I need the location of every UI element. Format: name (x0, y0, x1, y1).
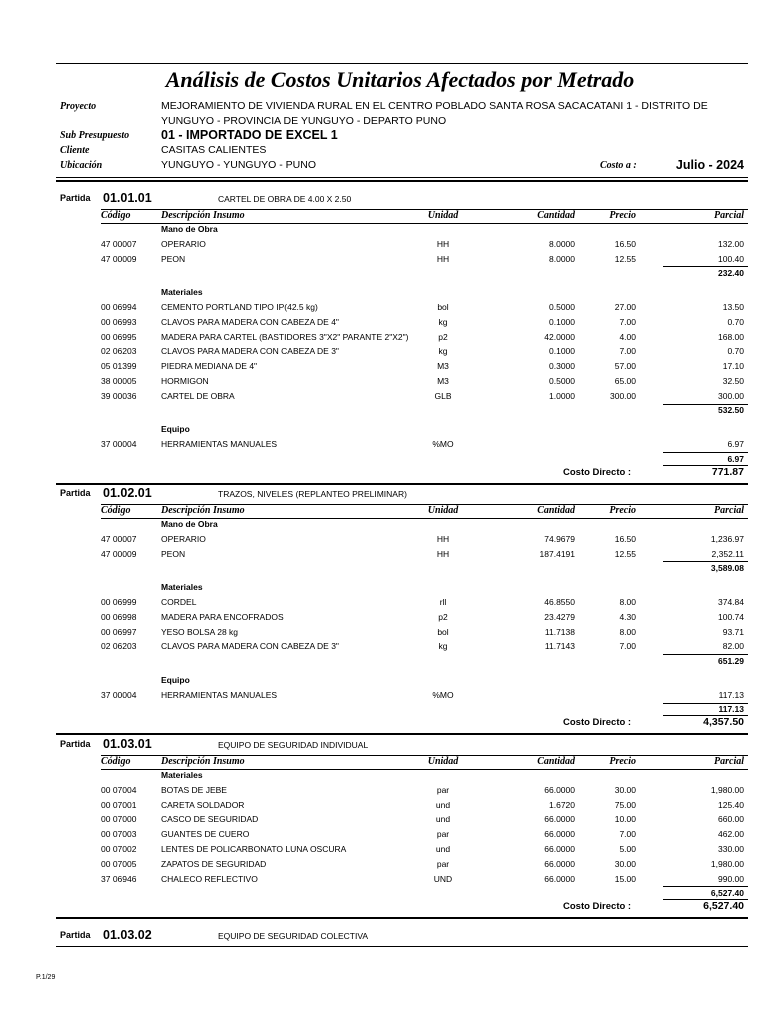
rule (56, 483, 748, 485)
codigo-cell: 00 07005 (101, 858, 137, 869)
unidad-cell: M3 (437, 361, 449, 372)
rule (56, 946, 748, 947)
rule (56, 917, 748, 919)
descripcion-cell: PIEDRA MEDIANA DE 4" (161, 361, 258, 372)
descripcion-cell: CORDEL (161, 597, 197, 607)
section-equipo: Equipo (161, 424, 190, 435)
item-row (0, 800, 768, 814)
codigo-cell: 00 07001 (101, 799, 137, 810)
codigo-cell: 39 00036 (101, 390, 137, 401)
costo-directo-value: 4,357.50 (703, 716, 744, 729)
parcial-cell: 17.10 (722, 361, 744, 372)
descripcion-cell: LENTES DE POLICARBONATO LUNA OSCURA (161, 844, 347, 854)
unidad-cell: p2 (438, 331, 448, 342)
item-row (0, 690, 768, 704)
costo-directo-value: 6,527.40 (703, 900, 744, 913)
section-subtotal: 232.40 (718, 267, 744, 278)
column-header-codigo: Código (101, 756, 131, 767)
section-subtotal: 3,589.08 (710, 562, 744, 573)
cantidad-cell: 0.3000 (549, 361, 575, 372)
unidad-cell: HH (436, 253, 450, 264)
descripcion-cell: CEMENTO PORTLAND TIPO IP(42.5 kg) (161, 302, 318, 312)
precio-cell: 15.00 (614, 873, 636, 884)
parcial-cell: 462.00 (718, 829, 744, 840)
precio-cell: 7.00 (619, 829, 636, 840)
unidad-cell: M3 (437, 376, 449, 386)
parcial-cell: 990.00 (718, 873, 744, 884)
precio-cell: 16.50 (614, 533, 636, 544)
partida-label: Partida (60, 739, 91, 749)
unidad-cell: UND (433, 873, 453, 884)
cantidad-cell: 74.9679 (544, 533, 575, 544)
descripcion-cell: CLAVOS PARA MADERA CON CABEZA DE 4" (161, 316, 339, 327)
cantidad-cell: 8.0000 (549, 253, 575, 264)
unidad-cell: und (435, 814, 451, 825)
descripcion-cell: BOTAS DE JEBE (161, 784, 227, 795)
ubicacion-label: Ubicación (60, 160, 103, 171)
codigo-cell: 47 00007 (101, 238, 137, 249)
unidad-cell: par (436, 784, 450, 795)
precio-cell: 16.50 (614, 238, 636, 249)
partida-description: TRAZOS, NIVELES (REPLANTEO PRELIMINAR) (218, 489, 407, 499)
cantidad-cell: 1.6720 (549, 799, 575, 810)
precio-cell: 75.00 (614, 799, 636, 810)
descripcion-cell: CARTEL DE OBRA (161, 390, 235, 401)
section-subtotal: 6,527.40 (710, 887, 744, 898)
item-row (0, 254, 768, 268)
item-row (0, 874, 768, 888)
item-row (0, 627, 768, 641)
cantidad-cell: 42.0000 (544, 331, 575, 342)
parcial-cell: 100.40 (718, 253, 744, 264)
precio-cell: 8.00 (619, 626, 636, 637)
item-row (0, 376, 768, 390)
parcial-cell: 132.00 (718, 238, 744, 249)
precio-cell: 30.00 (614, 858, 636, 869)
unidad-cell: rll (439, 597, 447, 607)
codigo-cell: 02 06203 (101, 641, 137, 652)
codigo-cell: 47 00007 (101, 533, 137, 544)
descripcion-cell: MADERA PARA CARTEL (BASTIDORES 3"X2" PARANTE 2"X2") (161, 331, 409, 342)
precio-cell: 4.30 (619, 611, 636, 622)
cantidad-cell: 66.0000 (544, 784, 575, 795)
column-header-codigo: Código (101, 505, 131, 516)
subpresupuesto-value: 01 - IMPORTADO DE EXCEL 1 (161, 128, 338, 142)
parcial-cell: 168.00 (718, 331, 744, 342)
unidad-cell: kg (438, 316, 448, 327)
parcial-cell: 330.00 (718, 844, 744, 854)
column-header-cantidad: Cantidad (537, 756, 575, 767)
cantidad-cell: 0.5000 (549, 376, 575, 386)
cantidad-cell: 66.0000 (544, 858, 575, 869)
unidad-cell: kg (438, 346, 448, 357)
precio-cell: 27.00 (614, 302, 636, 312)
item-row (0, 641, 768, 655)
cliente-label: Cliente (60, 145, 90, 156)
cantidad-cell: 66.0000 (544, 873, 575, 884)
descripcion-cell: CLAVOS PARA MADERA CON CABEZA DE 3" (161, 641, 339, 652)
parcial-cell: 1,236.97 (710, 533, 744, 544)
column-header-cantidad: Cantidad (537, 505, 575, 516)
codigo-cell: 00 06995 (101, 331, 137, 342)
section-subtotal: 117.13 (718, 704, 744, 715)
parcial-cell: 117.13 (718, 689, 744, 700)
descripcion-cell: MADERA PARA ENCOFRADOS (161, 611, 284, 622)
cantidad-cell: 66.0000 (544, 844, 575, 854)
partida-label: Partida (60, 930, 91, 940)
unidad-cell: und (435, 799, 451, 810)
cliente-value: CASITAS CALIENTES (161, 144, 267, 156)
codigo-cell: 00 06997 (101, 626, 137, 637)
unidad-cell: GLB (434, 390, 452, 401)
item-row (0, 844, 768, 858)
header-rule-1 (56, 177, 748, 178)
parcial-cell: 82.00 (722, 641, 744, 652)
item-row (0, 239, 768, 253)
codigo-cell: 00 07004 (101, 784, 137, 795)
descripcion-cell: OPERARIO (161, 238, 206, 249)
precio-cell: 12.55 (614, 253, 636, 264)
codigo-cell: 00 07003 (101, 829, 137, 840)
precio-cell: 300.00 (610, 390, 636, 401)
unidad-cell: par (436, 858, 450, 869)
partida-label: Partida (60, 193, 91, 203)
section-equipo: Equipo (161, 675, 190, 685)
cantidad-cell: 1.0000 (549, 390, 575, 401)
precio-cell: 57.00 (614, 361, 636, 372)
precio-cell: 7.00 (619, 316, 636, 327)
codigo-cell: 00 07002 (101, 844, 137, 854)
cantidad-cell: 0.1000 (549, 346, 575, 357)
descripcion-cell: HERRAMIENTAS MANUALES (161, 439, 278, 450)
item-row (0, 785, 768, 799)
codigo-cell: 00 06994 (101, 302, 137, 312)
cantidad-cell: 11.7143 (544, 641, 575, 652)
precio-cell: 7.00 (619, 346, 636, 357)
codigo-cell: 37 06946 (101, 873, 137, 884)
section-materiales: Materiales (161, 582, 203, 593)
parcial-cell: 32.50 (722, 376, 744, 386)
unidad-cell: HH (436, 533, 450, 544)
precio-cell: 10.00 (614, 814, 636, 825)
costo-directo-label: Costo Directo : (563, 901, 632, 913)
document-title: Análisis de Costos Unitarios Afectados por Metrado (165, 67, 635, 92)
parcial-cell: 93.71 (722, 626, 744, 637)
precio-cell: 8.00 (619, 597, 636, 607)
descripcion-cell: CASCO DE SEGURIDAD (161, 814, 259, 825)
descripcion-cell: OPERARIO (161, 533, 206, 544)
section-materiales: Materiales (161, 770, 203, 780)
item-row (0, 549, 768, 563)
partida-description: CARTEL DE OBRA DE 4.00 X 2.50 (218, 194, 352, 204)
partida-code: 01.01.01 (103, 191, 152, 205)
partida-description: EQUIPO DE SEGURIDAD INDIVIDUAL (218, 740, 369, 750)
parcial-cell: 13.50 (722, 302, 744, 312)
item-row (0, 346, 768, 360)
partida-code: 01.03.02 (103, 928, 152, 942)
parcial-cell: 6.97 (727, 439, 744, 450)
costo-a-label: Costo a : (600, 160, 637, 171)
cantidad-cell: 0.1000 (549, 316, 575, 327)
costo-directo-label: Costo Directo : (563, 466, 632, 478)
cantidad-cell: 8.0000 (549, 238, 575, 249)
cantidad-cell: 187.4191 (539, 548, 575, 559)
column-header-precio: Precio (609, 210, 636, 221)
cantidad-cell: 66.0000 (544, 829, 575, 840)
unidad-cell: kg (438, 641, 448, 652)
section-subtotal: 651.29 (718, 655, 744, 666)
unidad-cell: bol (437, 302, 449, 312)
cantidad-cell: 23.4279 (544, 611, 575, 622)
section-subtotal: 532.50 (718, 405, 744, 416)
unidad-cell: und (435, 844, 451, 854)
cantidad-cell: 46.8550 (544, 597, 575, 607)
parcial-cell: 100.74 (718, 611, 744, 622)
item-row (0, 612, 768, 626)
subpresupuesto-label: Sub Presupuesto (60, 130, 130, 141)
item-row (0, 829, 768, 843)
precio-cell: 4.00 (619, 331, 636, 342)
item-row (0, 814, 768, 828)
column-header-descripcion: Descripción Insumo (161, 210, 245, 221)
unidad-cell: %MO (432, 439, 454, 450)
column-header-precio: Precio (609, 756, 636, 767)
descripcion-cell: PEON (161, 548, 186, 559)
descripcion-cell: PEON (161, 253, 186, 264)
column-header-precio: Precio (609, 505, 636, 516)
unidad-cell: HH (436, 238, 450, 249)
cantidad-cell: 11.7138 (544, 626, 575, 637)
codigo-cell: 00 06993 (101, 316, 137, 327)
parcial-cell: 0.70 (727, 316, 744, 327)
header-rule-2 (56, 180, 748, 182)
partida-label: Partida (60, 488, 91, 498)
descripcion-cell: HORMIGON (161, 376, 209, 386)
unidad-cell: par (436, 829, 450, 840)
parcial-cell: 0.70 (727, 346, 744, 357)
parcial-cell: 374.84 (718, 597, 744, 607)
codigo-cell: 00 06998 (101, 611, 137, 622)
unidad-cell: %MO (432, 689, 454, 700)
item-row (0, 332, 768, 346)
parcial-cell: 660.00 (718, 814, 744, 825)
costo-a-value: Julio - 2024 (675, 158, 744, 172)
section-subtotal: 6.97 (727, 453, 744, 464)
descripcion-cell: YESO BOLSA 28 kg (161, 626, 239, 637)
column-header-parcial: Parcial (714, 756, 744, 767)
column-header-cantidad: Cantidad (537, 210, 575, 221)
descripcion-cell: HERRAMIENTAS MANUALES (161, 689, 278, 700)
codigo-cell: 00 07000 (101, 814, 137, 825)
precio-cell: 5.00 (619, 844, 636, 854)
codigo-cell: 00 06999 (101, 597, 137, 607)
unidad-cell: HH (436, 548, 450, 559)
column-header-codigo: Código (101, 210, 131, 221)
precio-cell: 30.00 (614, 784, 636, 795)
column-header-descripcion: Descripción Insumo (161, 756, 245, 767)
parcial-cell: 2,352.11 (711, 548, 744, 559)
column-header-parcial: Parcial (714, 505, 744, 516)
section-materiales: Materiales (161, 287, 203, 298)
parcial-cell: 1,980.00 (710, 858, 744, 869)
section-mano-de_obra: Mano de Obra (161, 519, 218, 529)
codigo-cell: 37 00004 (101, 439, 137, 450)
cantidad-cell: 0.5000 (549, 302, 575, 312)
unidad-cell: bol (437, 626, 449, 637)
item-row (0, 361, 768, 375)
precio-cell: 7.00 (619, 641, 636, 652)
costo-directo-value: 771.87 (711, 465, 744, 478)
precio-cell: 65.00 (614, 376, 636, 386)
codigo-cell: 02 06203 (101, 346, 137, 357)
costo-directo-label: Costo Directo : (563, 717, 632, 729)
descripcion-cell: CHALECO REFLECTIVO (161, 873, 258, 884)
item-row (0, 534, 768, 548)
descripcion-cell: CLAVOS PARA MADERA CON CABEZA DE 3" (161, 346, 339, 357)
top-rule (56, 63, 748, 64)
descripcion-cell: CARETA SOLDADOR (161, 799, 245, 810)
column-header-descripcion: Descripción Insumo (161, 505, 245, 516)
codigo-cell: 47 00009 (101, 253, 137, 264)
codigo-cell: 38 00005 (101, 376, 137, 386)
cantidad-cell: 66.0000 (544, 814, 575, 825)
codigo-cell: 05 01399 (101, 361, 137, 372)
codigo-cell: 37 00004 (101, 689, 137, 700)
item-row (0, 439, 768, 453)
partida-description: EQUIPO DE SEGURIDAD COLECTIVA (218, 931, 369, 941)
proyecto-line-1: MEJORAMIENTO DE VIVIENDA RURAL EN EL CENTRO POBLADO SANTA ROSA SACACATANI 1 - DISTRITO DE (161, 100, 708, 112)
partida-code: 01.02.01 (103, 486, 152, 500)
item-row (0, 597, 768, 611)
precio-cell: 12.55 (614, 548, 636, 559)
item-row (0, 317, 768, 331)
column-header-unidad: Unidad (427, 505, 459, 516)
unidad-cell: p2 (438, 611, 448, 622)
descripcion-cell: ZAPATOS DE SEGURIDAD (161, 858, 267, 869)
ubicacion-value: YUNGUYO - YUNGUYO - PUNO (161, 159, 316, 171)
section-mano-de_obra: Mano de Obra (161, 224, 218, 234)
proyecto-label: Proyecto (60, 101, 97, 112)
codigo-cell: 47 00009 (101, 548, 137, 559)
page-number: P.1/29 (36, 974, 56, 981)
partida-code: 01.03.01 (103, 737, 152, 751)
column-header-unidad: Unidad (427, 210, 459, 221)
parcial-cell: 125.40 (718, 799, 744, 810)
column-header-parcial: Parcial (714, 210, 744, 221)
rule (56, 733, 748, 735)
descripcion-cell: GUANTES DE CUERO (161, 829, 250, 840)
column-header-unidad: Unidad (427, 756, 459, 767)
proyecto-line-2: YUNGUYO - PROVINCIA DE YUNGUYO - DEPARTO PUNO (161, 115, 447, 127)
item-row (0, 391, 768, 405)
item-row (0, 859, 768, 873)
parcial-cell: 1,980.00 (710, 784, 744, 795)
parcial-cell: 300.00 (718, 390, 744, 401)
item-row (0, 302, 768, 316)
